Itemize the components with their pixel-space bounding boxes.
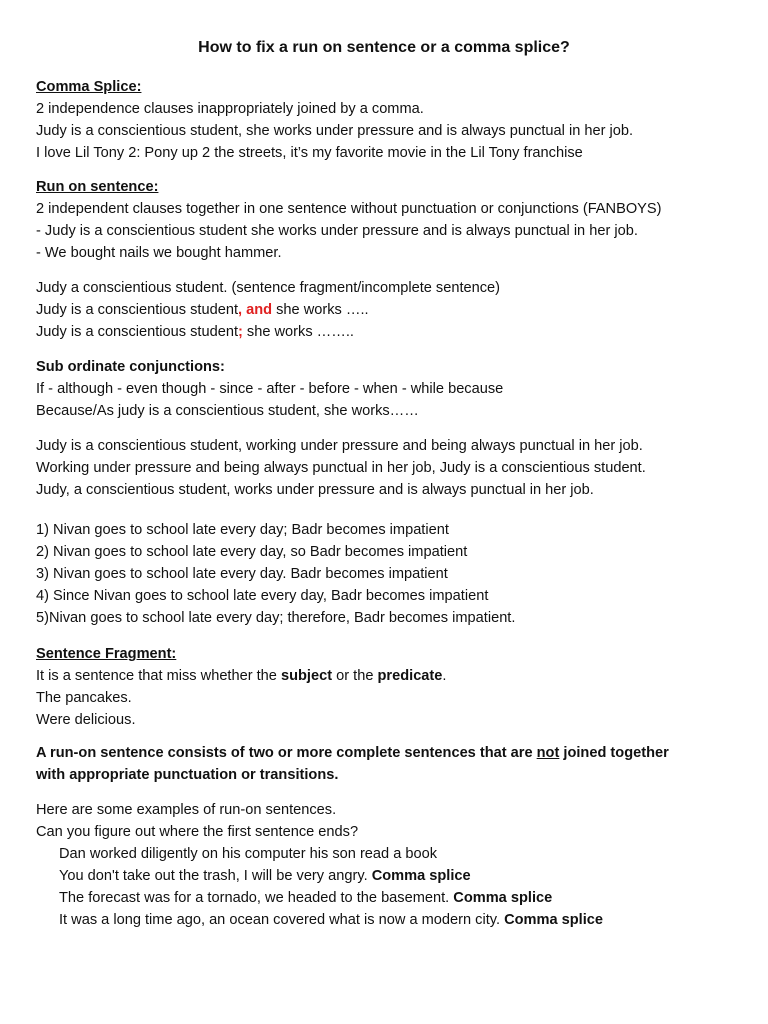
- example-line: [36, 865, 746, 887]
- run-on-heading: Run on sentence:: [36, 179, 159, 195]
- run-on-def-not: not: [536, 745, 560, 761]
- numbered-item: 1) Nivan goes to school late every day; Badr becomes impatient: [36, 522, 449, 538]
- and-fix-example: [36, 299, 746, 321]
- numbered-examples: [36, 519, 746, 629]
- fragment-example-2: Were delicious.: [36, 712, 136, 728]
- fragment-def-end: .: [442, 668, 447, 684]
- run-on-section: [36, 176, 746, 264]
- fragment-example: Judy a conscientious student. (sentence fragment/incomplete sentence): [36, 280, 501, 296]
- comma-splice-tag: Comma splice: [371, 868, 471, 884]
- subordinate-section: [36, 356, 746, 422]
- run-on-def-line-2: with appropriate punctuation or transitions.: [36, 767, 339, 783]
- fragment-example-1: The pancakes.: [36, 690, 132, 706]
- fragment-def-pre: It is a sentence that miss whether the: [36, 668, 281, 684]
- run-on-example-2: - We bought nails we bought hammer.: [36, 245, 282, 261]
- semicolon-fix-example: [36, 321, 746, 343]
- run-on-def-pre: A run-on sentence consists of two or more complete sentences that are: [36, 745, 537, 761]
- comma-splice-definition: 2 independence clauses inappropriately joined by a comma.: [36, 101, 424, 117]
- run-on-def-post: joined together: [559, 745, 669, 761]
- participle-line-3: Judy, a conscientious student, works under pressure and is always punctual in her job.: [36, 482, 594, 498]
- run-on-example-1: - Judy is a conscientious student she works under pressure and is always punctual in her job.: [36, 223, 638, 239]
- example-line: [36, 887, 746, 909]
- fragment-def-predicate: predicate: [377, 668, 443, 684]
- sentence-fragment-definition: [36, 665, 746, 687]
- subordinate-heading: Sub ordinate conjunctions:: [36, 359, 225, 375]
- run-on-def-line-1: [36, 742, 746, 764]
- example-line: [36, 909, 746, 931]
- example-text: It was a long time ago, an ocean covered what is now a modern city.: [59, 912, 505, 928]
- comma-splice-example-2: I love Lil Tony 2: Pony up 2 the streets, it’s my favorite movie in the Lil Tony franchise: [36, 145, 583, 161]
- participle-line-1: Judy is a conscientious student, working under pressure and being always punctual in her job.: [36, 438, 643, 454]
- example-line: Dan worked diligently on his computer his son read a book: [59, 846, 438, 862]
- comma-splice-section: [36, 76, 746, 164]
- comma-splice-example-1: Judy is a conscientious student, she works under pressure and is always punctual in her job.: [36, 123, 634, 139]
- fragment-def-mid: or the: [332, 668, 378, 684]
- semicolon-fix-pre: Judy is a conscientious student: [36, 324, 238, 340]
- semicolon-fix-marker: ;: [238, 324, 243, 340]
- comma-splice-tag: Comma splice: [504, 912, 604, 928]
- example-text: The forecast was for a tornado, we headed to the basement.: [59, 890, 454, 906]
- and-fix-post: she works …..: [272, 302, 369, 318]
- numbered-item: 5)Nivan goes to school late every day; therefore, Badr becomes impatient.: [36, 610, 516, 626]
- numbered-item: 2) Nivan goes to school late every day, so Badr becomes impatient: [36, 544, 468, 560]
- and-fix-pre: Judy is a conscientious student: [36, 302, 238, 318]
- semicolon-fix-post: she works ……..: [242, 324, 354, 340]
- examples-section: [36, 799, 746, 931]
- numbered-item: 4) Since Nivan goes to school late every day, Badr becomes impatient: [36, 588, 489, 604]
- numbered-item: 3) Nivan goes to school late every day. Badr becomes impatient: [36, 566, 448, 582]
- example-text: You don't take out the trash, I will be very angry.: [59, 868, 372, 884]
- fragment-def-subject: subject: [280, 668, 333, 684]
- participle-line-2: Working under pressure and being always punctual in her job, Judy is a conscientious student.: [36, 460, 646, 476]
- sentence-fragment-section: [36, 643, 746, 731]
- page-title: How to fix a run on sentence or a comma splice?: [198, 39, 570, 56]
- fixes-section: [36, 277, 746, 343]
- sentence-fragment-heading: Sentence Fragment:: [36, 646, 177, 662]
- subordinate-list: If - although - even though - since - after - before - when - while because: [36, 381, 504, 397]
- examples-intro-2: Can you figure out where the first sentence ends?: [36, 824, 359, 840]
- subordinate-example: Because/As judy is a conscientious student, she works……: [36, 403, 419, 419]
- participle-section: [36, 435, 746, 501]
- comma-splice-heading: Comma Splice:: [36, 79, 142, 95]
- examples-intro-1: Here are some examples of run-on sentences.: [36, 802, 337, 818]
- and-fix-marker: , and: [238, 302, 273, 318]
- run-on-definition-section: [36, 742, 746, 786]
- comma-splice-tag: Comma splice: [453, 890, 553, 906]
- run-on-definition: 2 independent clauses together in one sentence without punctuation or conjunctions (FANBOYS): [36, 201, 662, 217]
